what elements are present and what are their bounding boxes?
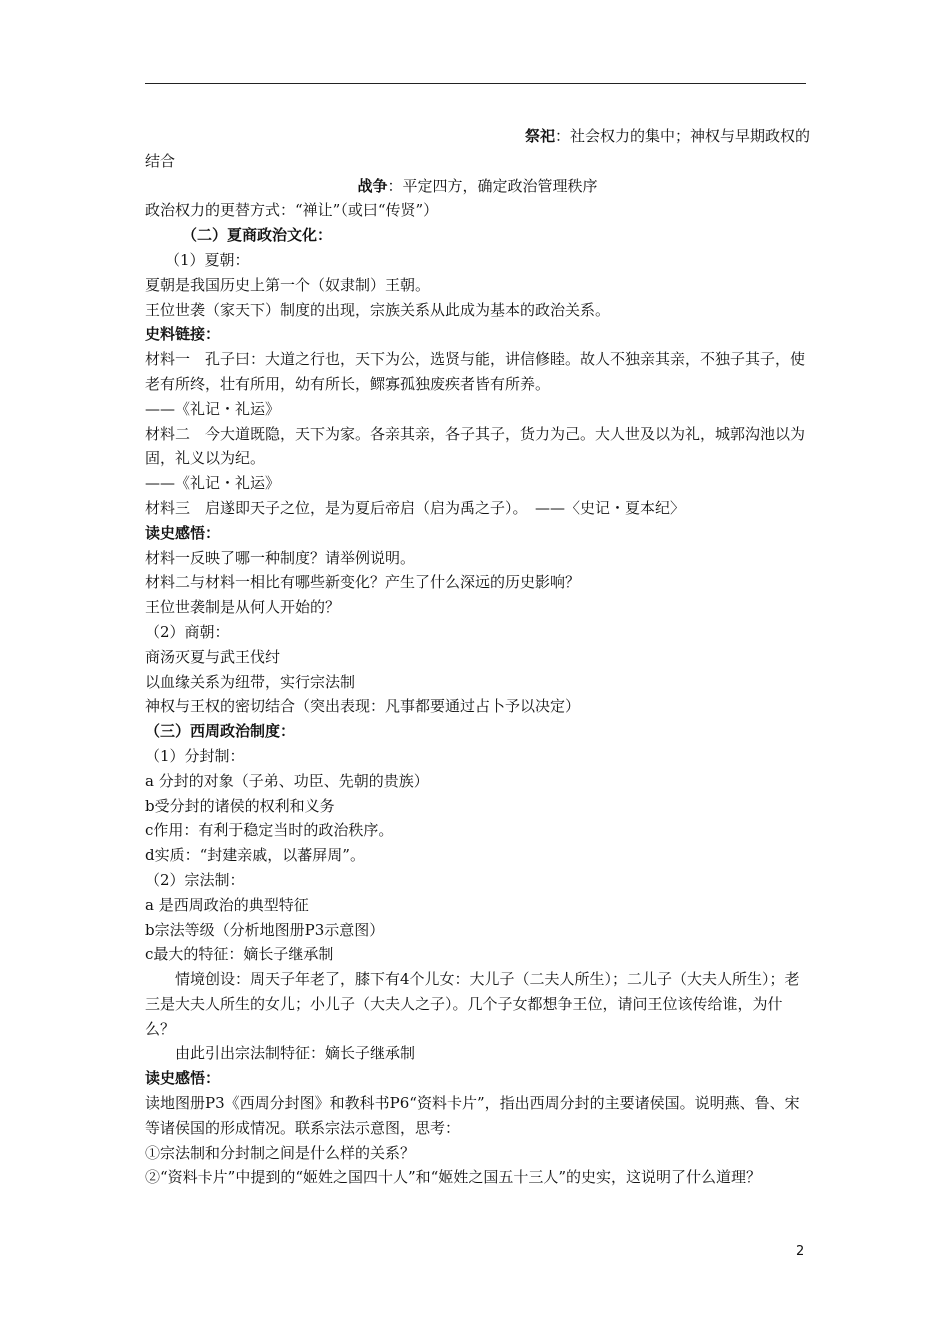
scenario-paragraph: 情境创设：周天子年老了，膝下有4个儿女：大儿子（二夫人所生）；二儿子（大夫人所生）；老三是大夫人所生的女儿；小儿子（大夫人之子）。几个子女都想争王位，请问王位该传给谁，为什么？	[145, 970, 800, 1038]
section-heading-xia-shang: （二）夏商政治文化：	[182, 226, 333, 245]
text-line: 神权与王权的密切结合（突出表现：凡事都要通过占卜予以决定）	[145, 697, 581, 716]
task-paragraph: 读地图册P3《西周分封图》和教科书P6“资料卡片”，指出西周分封的主要诸侯国。说明燕、鲁、宋等诸侯国的形成情况。联系宗法示意图，思考：	[145, 1094, 800, 1137]
text-line: 商汤灭夏与武王伐纣	[145, 647, 281, 666]
list-item: a 是西周政治的典型特征	[145, 895, 309, 914]
subheading-patriarchal: （2）宗法制：	[145, 870, 245, 889]
sacrifice-text: ：社会权力的集中；神权与早期政权的	[554, 127, 810, 145]
citation: ——《礼记・礼运》	[145, 474, 281, 493]
citation: ——《礼记・礼运》	[145, 399, 281, 418]
line-sacrifice	[145, 124, 810, 149]
section-heading-western-zhou: （三）西周政治制度：	[145, 722, 296, 741]
line-continuation: 结合	[145, 151, 176, 170]
text-line: 以血缘关系为纽带，实行宗法制	[145, 672, 356, 691]
list-item: b宗法等级（分析地图册P3示意图）	[145, 920, 385, 939]
list-item: b受分封的诸侯的权利和义务	[145, 796, 335, 815]
text-line: 王位世袭（家天下）制度的出现，宗族关系从此成为基本的政治关系。	[145, 300, 611, 319]
subheading-shang: （2）商朝：	[145, 622, 230, 641]
question-line: ①宗法制和分封制之间是什么样的关系？	[145, 1143, 416, 1162]
question-line: 材料二与材料一相比有哪些新变化？产生了什么深远的历史影响？	[145, 573, 581, 592]
war-text: ：平定四方，确定政治管理秩序	[387, 176, 598, 195]
document-body	[145, 124, 810, 1190]
heading-sources: 史料链接：	[145, 325, 221, 344]
line-succession: 政治权力的更替方式：“禅让”（或曰“传贤”）	[145, 201, 439, 220]
list-item: d实质：“封建亲戚，以蕃屏周”。	[145, 846, 365, 865]
source-three: 材料三 启遂即天子之位，是为夏后帝启（启为禹之子）。 ——〈史记・夏本纪〉	[145, 498, 686, 517]
heading-reflection: 读史感悟：	[145, 523, 221, 542]
list-item: c最大的特征：嫡长子继承制	[145, 945, 334, 964]
line-war	[145, 174, 810, 199]
term-sacrifice: 祭祀	[524, 127, 555, 145]
list-item: c作用：有利于稳定当时的政治秩序。	[145, 821, 394, 840]
header-rule	[145, 83, 806, 84]
question-line: 王位世袭制是从何人开始的？	[145, 598, 341, 617]
question-line: 材料一反映了哪一种制度？请举例说明。	[145, 548, 416, 567]
term-war: 战争	[357, 176, 388, 195]
subheading-enfeoffment: （1）分封制：	[145, 746, 245, 765]
heading-reflection-2: 读史感悟：	[145, 1069, 221, 1088]
page-number: 2	[796, 1244, 805, 1259]
subheading-xia: （1）夏朝：	[165, 250, 250, 269]
question-line: ②“资料卡片”中提到的“姬姓之国四十人”和“姬姓之国五十三人”的史实，这说明了什么道理？	[145, 1168, 762, 1187]
source-two: 材料二 今大道既隐，天下为家。各亲其亲，各子其子，货力为己。大人世及以为礼，城郭沟池以为固，礼义以为纪。	[145, 424, 806, 468]
list-item: a 分封的对象（子弟、功臣、先朝的贵族）	[145, 771, 429, 790]
conclusion-line: 由此引出宗法制特征：嫡长子继承制	[175, 1044, 416, 1063]
source-one: 材料一 孔子曰：大道之行也，天下为公，选贤与能，讲信修睦。故人不独亲其亲，不独子其子，使老有所终，壮有所用，幼有所长，鳏寡孤独废疾者皆有所养。	[145, 350, 806, 393]
text-line: 夏朝是我国历史上第一个（奴隶制）王朝。	[145, 275, 431, 294]
